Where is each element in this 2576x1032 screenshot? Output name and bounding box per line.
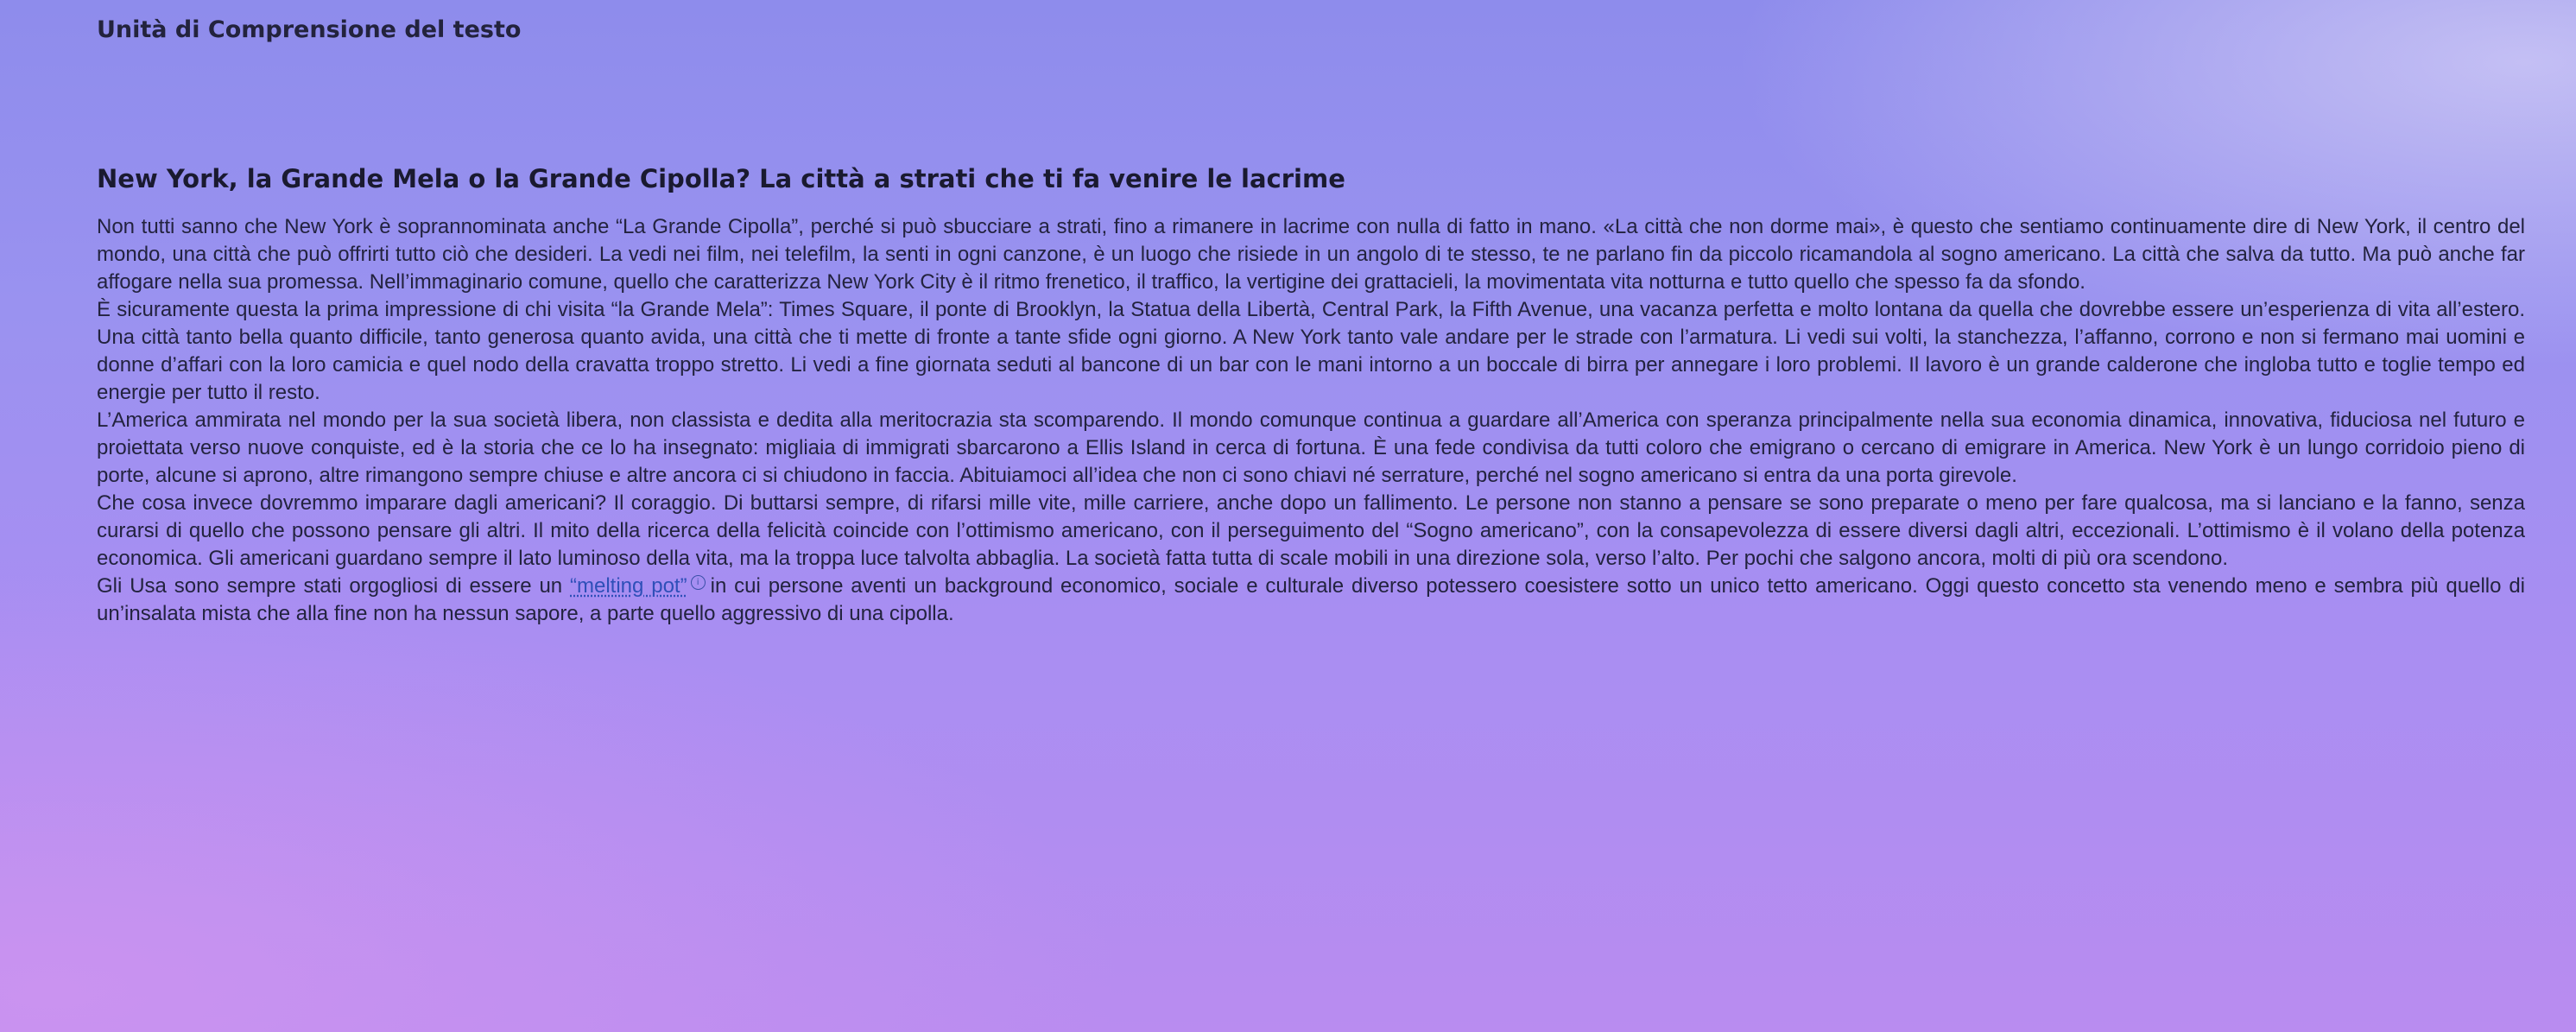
paragraph-5-intro: Gli Usa sono sempre stati orgogliosi di essere un (97, 574, 571, 598)
paragraph-3: L’America ammirata nel mondo per la sua società libera, non classista e dedita alla meritocrazia sta scomparendo. Il mondo comunque continua a guardare all’America con speranza principalmente nella sua economia dinamica, innovativa, fiduciosa nel futuro e proiettata verso nuove conquiste, ed è la storia che ce lo ha insegnato: migliaia di immigrati sbarcarono a Ellis Island in cerca di fortuna. È una fede condivisa da tutti coloro che emigrano o cercano di emigrare in America. New York è un lungo corridoio pieno di porte, alcune si aprono, altre rimangono sempre chiuse e altre ancora ci si chiudono in faccia. Abituiamoci all’idea che non ci sono chiavi né serrature, perché nel sogno americano si entra da una porta girevole. (97, 408, 2525, 487)
unit-title: Unità di Comprensione del testo (97, 16, 522, 43)
melting-pot-link[interactable]: “melting pot” (570, 574, 687, 598)
info-icon[interactable]: i (691, 575, 706, 590)
paragraph-1: Non tutti sanno che New York è soprannominata anche “La Grande Cipolla”, perché si può sbucciare a strati, fino a rimanere in lacrime con nulla di fatto in mano. «La città che non dorme mai», è questo che sentiamo continuamente dire di New York, il centro del mondo, una città che può offrirti tutto ciò che desideri. La vedi nei film, nei telefilm, la senti in ogni canzone, è un luogo che risiede in un angolo di te stesso, te ne parlano fin da piccolo ricamandola al sogno americano. La città che salva da tutto. Ma può anche far affogare nella sua promessa. Nell’immaginario comune, quello che caratterizza New York City è il ritmo frenetico, il traffico, la vertigine dei grattacieli, la movimentata vita notturna e tutto quello che spesso fa da sfondo. (97, 215, 2525, 294)
paragraph-5 (97, 573, 2525, 628)
article-body (97, 213, 2525, 628)
paragraph-4: Che cosa invece dovremmo imparare dagli americani? Il coraggio. Di buttarsi sempre, di rifarsi mille vite, mille carriere, anche dopo un fallimento. Le persone non stanno a pensare se sono preparate o meno per fare qualcosa, ma si lanciano e la fanno, senza curarsi di quello che possono pensare gli altri. Il mito della ricerca della felicità coincide con l’ottimismo americano, con il perseguimento del “Sogno americano”, con la consapevolezza di essere diversi dagli altri, eccezionali. L’ottimismo è il volano della potenza economica. Gli americani guardano sempre il lato luminoso della vita, ma la troppa luce talvolta abbaglia. La società fatta tutta di scale mobili in una direzione sola, verso l’alto. Per pochi che salgono ancora, molti di più ora scendono. (97, 491, 2525, 570)
paragraph-2: È sicuramente questa la prima impressione di chi visita “la Grande Mela”: Times Square, il ponte di Brooklyn, la Statua della Libertà, Central Park, la Fifth Avenue, una vacanza perfetta e molto lontana da quella che dovrebbe essere un’esperienza di vita all’estero. Una città tanto bella quanto difficile, tanto generosa quanto avida, una città che ti mette di fronte a tante sfide ogni giorno. A New York tanto vale andare per le strade con l’armatura. Li vedi sui volti, la stanchezza, l’affanno, corrono e non si fermano mai uomini e donne d’affari con la loro camicia e quel nodo della cravatta troppo stretto. Li vedi a fine giornata seduti al bancone di un bar con le mani intorno a un boccale di birra per annegare i loro problemi. Il lavoro è un grande calderone che ingloba tutto e toglie tempo ed energie per tutto il resto. (97, 298, 2525, 404)
paragraph-5-rest: in cui persone aventi un background economico, sociale e culturale diverso potessero coesistere sotto un unico tetto americano. Oggi questo concetto sta venendo meno e sembra più quello di un’insalata mista che alla fine non ha nessun sapore, a parte quello aggressivo di una cipolla. (97, 574, 2525, 625)
article-title: New York, la Grande Mela o la Grande Cipolla? La città a strati che ti fa venire le lacrime (97, 164, 1345, 193)
